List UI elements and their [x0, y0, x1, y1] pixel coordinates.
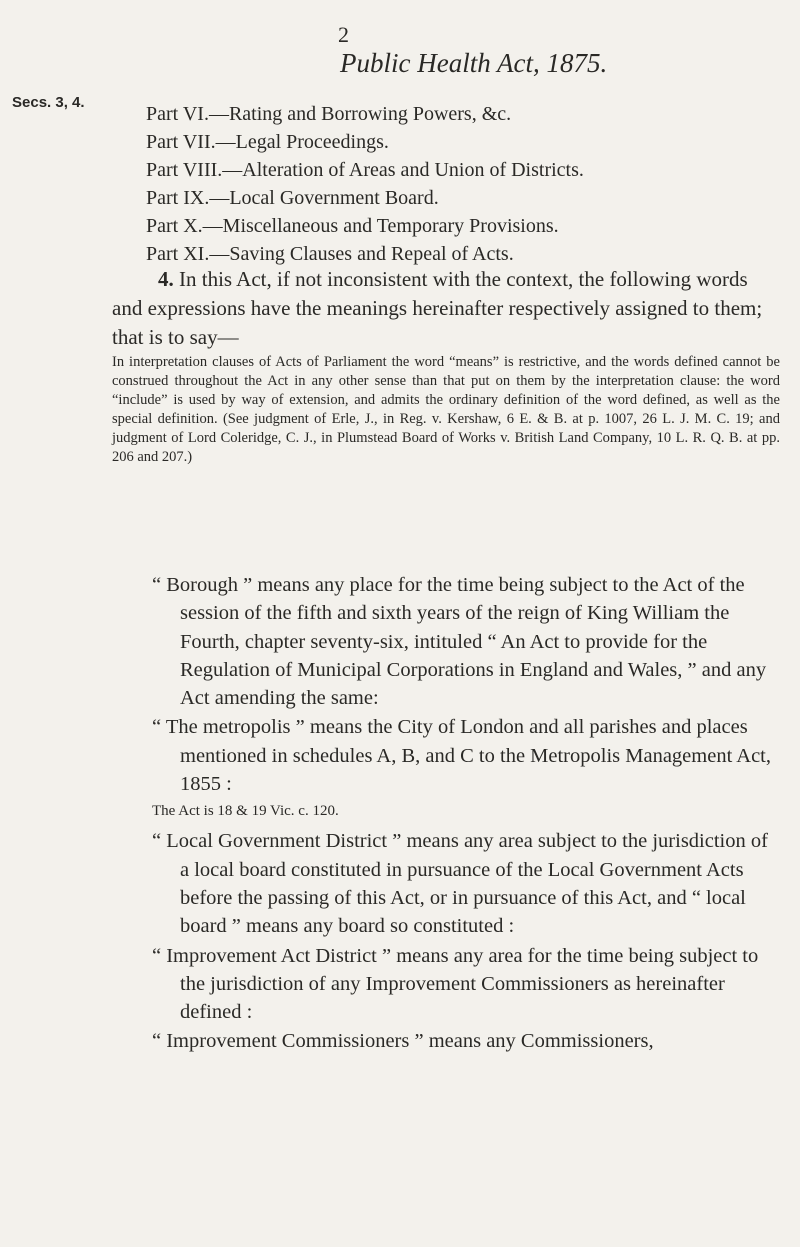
section-4-paragraph — [112, 265, 780, 352]
definition-metropolis: “ The metropolis ” means the City of London and all parishes and places mentioned in schedules A, B, and C to the Metropolis Management Act, 1855 : — [152, 716, 771, 796]
definition-borough: “ Borough ” means any place for the time being subject to the Act of the session of the fifth and sixth years of the reign of King William the Fourth, chapter seventy-six, intituled “ An Act to provide for the Regulation of Municipal Corporations in England and Wales, ” and any Act amending the same: — [152, 574, 767, 710]
running-head: Public Health Act, 1875. — [340, 48, 608, 78]
part-viii: Part VIII.—Alteration of Areas and Union of Districts. — [146, 159, 584, 181]
definitions — [152, 571, 772, 1057]
parts-list — [146, 100, 584, 268]
part-ix: Part IX.—Local Government Board. — [146, 187, 439, 209]
part-x: Part X.—Miscellaneous and Temporary Provisions. — [146, 215, 559, 237]
interpretation-note: In interpretation clauses of Acts of Parliament the word “means” is restrictive, and the words defined cannot be construed throughout the Act in any other sense than that put on them by the interpretation clause: the word “include” is used by way of extension, and admits the ordinary definition of the word defined, as well as the special definition. (See judgment of Erle, J., in Reg. v. Kershaw, 6 E. & B. at p. 1007, 26 L. J. M. C. 19; and judgment of Lord Coleridge, C. J., in Plumstead Board of Works v. British Land Company, 10 L. R. Q. B. at pp. 206 and 207.) — [112, 354, 780, 465]
page-number: 2 — [338, 22, 349, 47]
margin-note: Secs. 3, 4. — [12, 94, 85, 111]
part-vi: Part VI.—Rating and Borrowing Powers, &c. — [146, 103, 512, 125]
part-vii: Part VII.—Legal Proceedings. — [146, 131, 389, 153]
definition-improvement-act-district: “ Improvement Act District ” means any area for the time being subject to the jurisdiction of any Improvement Commissioners as hereinafter defined : — [152, 944, 759, 1024]
definition-local-government-district: “ Local Government District ” means any area subject to the jurisdiction of a local board constituted in pursuance of the Local Government Acts before the passing of this Act, or in pursuance of this Act, and “ local board ” means any board so constituted : — [152, 830, 768, 938]
section-number: 4. — [158, 267, 174, 291]
metropolis-act-reference: The Act is 18 & 19 Vic. c. 120. — [152, 803, 339, 820]
definition-improvement-commissioners: “ Improvement Commissioners ” means any Commissioners, — [152, 1030, 654, 1053]
part-xi: Part XI.—Saving Clauses and Repeal of Acts. — [146, 243, 514, 265]
section-4-text: In this Act, if not inconsistent with the context, the following words and expressions have the meanings hereinafter respectively assigned to them; that is to say— — [112, 267, 763, 349]
